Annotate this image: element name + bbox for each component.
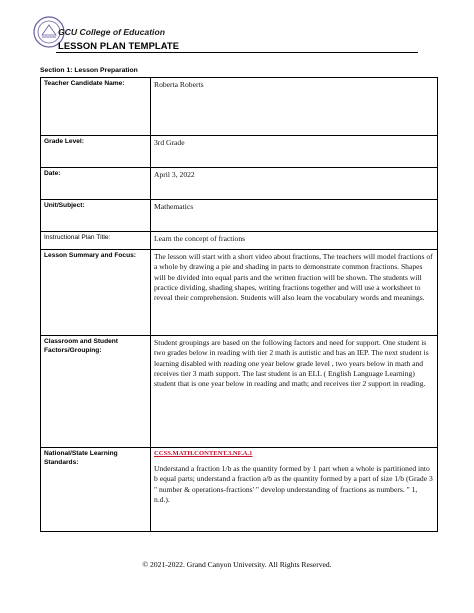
- header-divider: [56, 52, 418, 53]
- date-value: April 3, 2022: [151, 168, 438, 200]
- row-label: Classroom and Student Factors/Grouping:: [41, 336, 151, 448]
- page-title: LESSON PLAN TEMPLATE: [58, 40, 180, 51]
- table-row: [41, 168, 438, 200]
- grade-level-value: 3rd Grade: [151, 136, 438, 168]
- lesson-summary-value: The lesson will start with a short video about fractions, The teachers will model fractions of a whole by drawing a pie and shading in parts to demonstrate common fractions. Shapes will be divided into equal parts and the written fraction will be shown. The students will practice dividing, shading shapes, writing fractions together and will use a worksheet to reveal their comprehension. Students will also learn the vocabulary words and meanings.: [151, 250, 438, 336]
- row-label: Unit/Subject:: [41, 200, 151, 232]
- table-row: [41, 336, 438, 448]
- subject-value: Mathematics: [151, 200, 438, 232]
- table-row: [41, 448, 438, 532]
- row-label: Instructional Plan Title:: [41, 232, 151, 250]
- row-label: Teacher Candidate Name:: [41, 78, 151, 136]
- standards-cell: [151, 448, 438, 532]
- row-label: Lesson Summary and Focus:: [41, 250, 151, 336]
- table-row: [41, 250, 438, 336]
- plan-title-value: Learn the concept of fractions: [151, 232, 438, 250]
- college-name: GCU College of Education: [58, 27, 165, 37]
- copyright-footer: © 2021-2022. Grand Canyon University. All Rights Reserved.: [142, 560, 332, 569]
- row-label: Grade Level:: [41, 136, 151, 168]
- table-row: [41, 136, 438, 168]
- standard-text: Understand a fraction 1/b as the quantity formed by 1 part when a whole is partitioned into b equal parts; understand a fraction a/b as the quantity formed by a part of size 1/b (Grade 3 " number & operations-fractions' " develop understanding of fractions as numbers. " 1, n.d.).: [154, 463, 433, 504]
- row-label: National/State Learning Standards:: [41, 448, 151, 532]
- classroom-factors-value: Student groupings are based on the following factors and need for support. One student is two grades below in reading with tier 2 math is autistic and has an IEP. The next student is learning disabled with reading one year below grade level , two years below in math and receives tier 3 math support. The last student is an ELL ( English Language Learning) student that is one year below in reading and math; and receives tier 2 support in reading.: [151, 336, 438, 448]
- table-row: [41, 232, 438, 250]
- teacher-name-value: Roberta Roberts: [151, 78, 438, 136]
- standard-link[interactable]: CCSS.MATH.CONTENT.3.NF.A.1: [154, 450, 253, 457]
- table-row: [41, 78, 438, 136]
- row-label: Date:: [41, 168, 151, 200]
- lesson-plan-table: [40, 77, 438, 532]
- section-heading: Section 1: Lesson Preparation: [40, 67, 138, 74]
- table-row: [41, 200, 438, 232]
